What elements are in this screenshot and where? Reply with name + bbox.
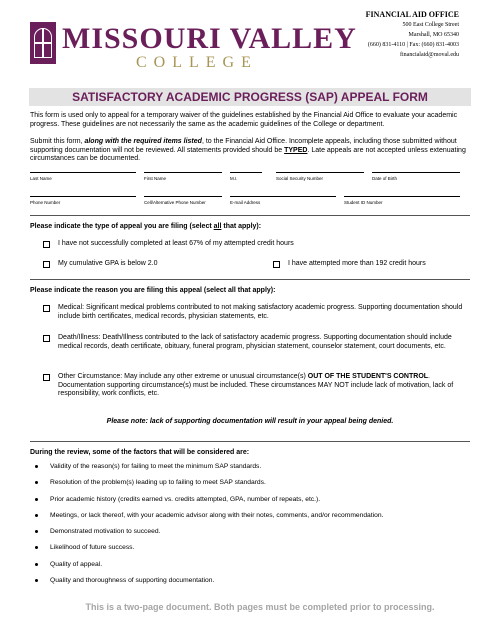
credit-hours-checkbox[interactable] [43, 241, 50, 248]
other-circumstance-option: Other Circumstance: May include any other extreme or unusual circumstance(s) OUT OF THE STUDENT'S CONTROL. Documentation supporting circumstance(s) must be included. These circumstances MAY NOT include lack of motivation, lack of responsibility, work conflicts, etc. [58, 373, 454, 397]
medical-checkbox[interactable] [43, 305, 50, 312]
ssn-field[interactable] [276, 172, 364, 173]
logo-subtext: COLLEGE [136, 54, 258, 71]
footer-note: This is a two-page document. Both pages must be completed prior to processing. [85, 602, 435, 612]
death-illness-option: Death/Illness: Death/Illness contributed to the lack of satisfactory academic progress. Supporting documentation should include medical records, death certificate, obituary, funeral program, physician statement, counselor statement, court documents, etc. [58, 334, 452, 350]
section-divider [30, 215, 470, 216]
office-address-line1: 500 East College Street [402, 22, 459, 28]
dob-label: Date of Birth [372, 176, 398, 181]
student-id-field[interactable] [344, 196, 460, 197]
email-field[interactable] [230, 196, 336, 197]
list-item: Resolution of the problem(s) leading up to failing to meet SAP standards. [30, 479, 470, 487]
list-item: Quality of appeal. [30, 561, 470, 569]
office-phone: (660) 831-4110 | Fax: (660) 831-4003 [367, 42, 459, 48]
section-divider [30, 441, 470, 442]
section-divider [30, 279, 470, 280]
form-title: SATISFACTORY ACADEMIC PROGRESS (SAP) APPEAL FORM [29, 88, 471, 106]
max-hours-option: I have attempted more than 192 credit hours [288, 260, 426, 267]
medical-option: Medical: Significant medical problems contributed to not making satisfactory academic progress. Supporting documentation should include birth certificates, medical records, physician statements, etc. [58, 304, 463, 320]
death-illness-checkbox[interactable] [43, 335, 50, 342]
first-name-label: First Name [144, 176, 167, 181]
gpa-checkbox[interactable] [43, 261, 50, 268]
alt-phone-field[interactable] [144, 196, 222, 197]
middle-initial-field[interactable] [230, 172, 262, 173]
review-factors-heading: During the review, some of the factors that will be considered are: [30, 449, 250, 456]
office-title: FINANCIAL AID OFFICE [365, 10, 459, 19]
office-address-line2: Marshall, MO 65340 [408, 32, 459, 38]
list-item: Validity of the reason(s) for failing to meet the minimum SAP standards. [30, 463, 470, 471]
gpa-option: My cumulative GPA is below 2.0 [58, 260, 158, 267]
credit-hours-option: I have not successfully completed at least 67% of my attempted credit hours [58, 240, 294, 247]
other-circumstance-checkbox[interactable] [43, 374, 50, 381]
phone-field[interactable] [30, 196, 136, 197]
student-id-label: Student ID Number [344, 200, 383, 205]
list-item: Prior academic history (credits earned vs. credits attempted, GPA, number of repeats, etc.). [30, 496, 470, 504]
list-item: Demonstrated motivation to succeed. [30, 528, 470, 536]
documentation-note: Please note: lack of supporting documentation will result in your appeal being denied. [106, 418, 394, 425]
office-contact [366, 10, 459, 60]
ssn-label: Social Security Number [276, 176, 324, 181]
middle-initial-label: M.I. [230, 176, 238, 181]
last-name-field[interactable] [30, 172, 136, 173]
submit-paragraph: Submit this form, along with the required items listed, to the Financial Aid Office. Incomplete appeals, including those submitted without supporting documentation will not be reviewed. All statements provided should be TYPED. Late appeals are not accepted unless extenuating circumstances can be documented. [30, 138, 466, 162]
alt-phone-label: Cell/Alternative Phone Number [144, 200, 206, 205]
email-label: E-mail Address [230, 200, 261, 205]
logo-text: MISSOURI VALLEY [62, 22, 357, 55]
review-factors-list [30, 463, 470, 593]
phone-label: Phone Number [30, 200, 61, 205]
last-name-label: Last Name [30, 176, 52, 181]
reason-heading: Please indicate the reason you are filing this appeal (select all that apply): [30, 287, 276, 294]
intro-paragraph: This form is used only to appeal for a temporary waiver of the guidelines established by the Financial Aid Office to evaluate your academic progress. These guidelines are not necessarily the same as the academic guidelines of the College or department. [30, 112, 458, 128]
appeal-type-heading: Please indicate the type of appeal you are filing (select all that apply): [30, 223, 262, 230]
max-hours-checkbox[interactable] [273, 261, 280, 268]
list-item: Likelihood of future success. [30, 544, 470, 552]
list-item: Meetings, or lack thereof, with your academic advisor along with their notes, comments, and/or recommendation. [30, 512, 470, 520]
college-logo-icon [30, 22, 56, 64]
first-name-field[interactable] [144, 172, 222, 173]
office-email: financialaid@moval.edu [399, 52, 459, 58]
dob-field[interactable] [372, 172, 460, 173]
list-item: Quality and thoroughness of supporting documentation. [30, 577, 470, 585]
